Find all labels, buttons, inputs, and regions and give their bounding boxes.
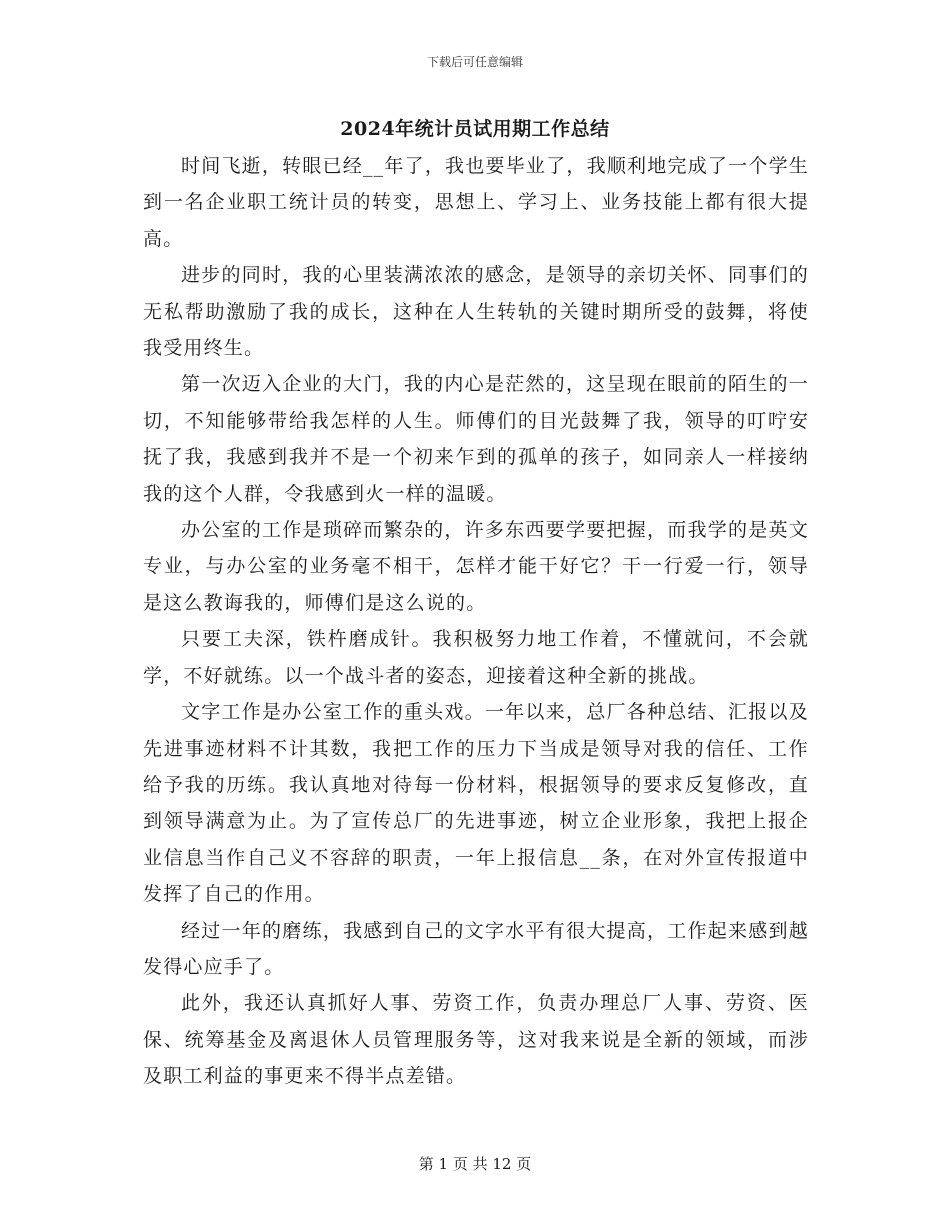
paragraph-7: 经过一年的磨练，我感到自己的文字水平有很大提高，工作起来感到越发得心应手了。 — [143, 919, 809, 978]
document-title: 2024年统计员试用期工作总结 — [340, 118, 610, 140]
header-note: 下载后可任意编辑 — [426, 55, 523, 69]
paragraph-8: 此外，我还认真抓好人事、劳资工作，负责办理总厂人事、劳资、医保、统筹基金及离退休人员管理服务等，这对我来说是全新的领域，而涉及职工利益的事更来不得半点差错。 — [143, 992, 809, 1088]
paragraph-6: 文字工作是办公室工作的重头戏。一年以来，总厂各种总结、汇报以及先进事迹材料不计其数，我把工作的压力下当成是领导对我的信任、工作给予我的历练。我认真地对待每一份材料，根据领导的要求反复修改，直到领导满意为止。为了宣传总厂的先进事迹，树立企业形象，我把上报企业信息当作自己义不容辞的职责，一年上报信息__条，在对外宣传报道中发挥了自己的作用。 — [143, 701, 809, 906]
paragraph-5: 只要工夫深，铁杵磨成针。我积极努力地工作着，不懂就问，不会就学，不好就练。以一个战斗者的姿态，迎接着这种全新的挑战。 — [143, 628, 809, 687]
document-body — [143, 148, 809, 1095]
paragraph-3: 第一次迈入企业的大门，我的内心是茫然的，这呈现在眼前的陌生的一切，不知能够带给我怎样的人生。师傅们的目光鼓舞了我，领导的叮咛安抚了我，我感到我并不是一个初来乍到的孤单的孩子，如同亲人一样接纳我的这个人群，令我感到火一样的温暖。 — [143, 373, 809, 505]
page-number: 第 1 页 共 12 页 — [418, 1155, 532, 1173]
paragraph-2: 进步的同时，我的心里装满浓浓的感念，是领导的亲切关怀、同事们的无私帮助激励了我的成长，这种在人生转轨的关键时期所受的鼓舞，将使我受用终生。 — [143, 264, 809, 360]
paragraph-4: 办公室的工作是琐碎而繁杂的，许多东西要学要把握，而我学的是英文专业，与办公室的业务毫不相干，怎样才能干好它？干一行爱一行，领导是这么教诲我的，师傅们是这么说的。 — [143, 519, 809, 614]
paragraph-1: 时间飞逝，转眼已经__年了，我也要毕业了，我顺利地完成了一个学生到一名企业职工统计员的转变，思想上、学习上、业务技能上都有很大提高。 — [143, 155, 809, 250]
